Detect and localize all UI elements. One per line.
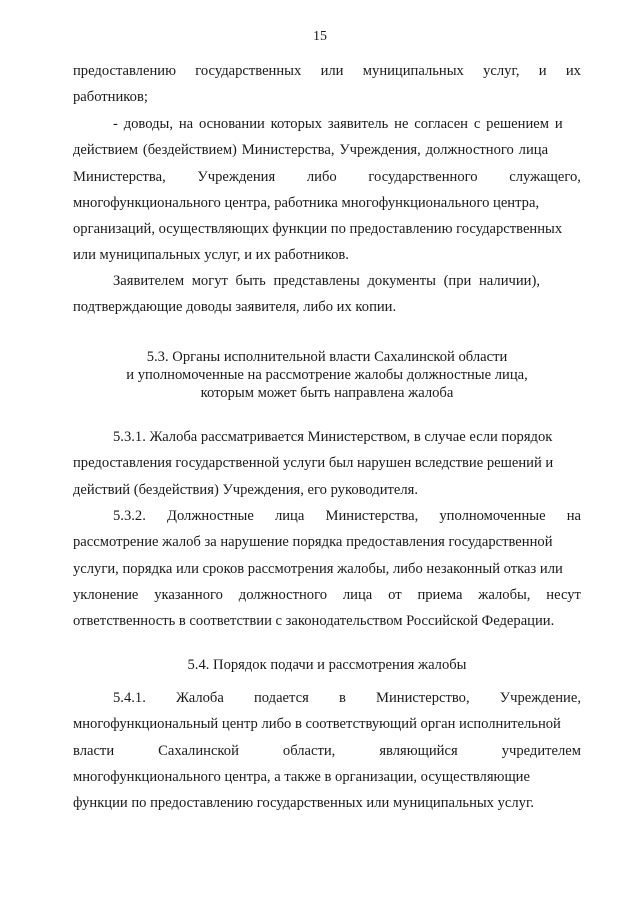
word: лица <box>342 586 373 603</box>
documents-paragraph <box>73 268 581 321</box>
paragraph-5-4-1 <box>73 685 581 816</box>
heading-line: и уполномоченные на рассмотрение жалобы должностные лица, <box>126 367 528 383</box>
intro-paragraph <box>73 58 581 111</box>
word: области, <box>282 742 336 759</box>
intro-line-1 <box>73 58 581 84</box>
paragraph-5-3-2 <box>73 503 581 634</box>
word: 5.3.2. <box>113 508 146 524</box>
word: государственного <box>368 168 478 185</box>
p541-line-2: многофункциональный центр либо в соответствующий орган исполнительной <box>73 716 561 733</box>
section-5-4-heading <box>73 656 581 674</box>
bullet-line-2: действием (бездействием) Министерства, Учреждения, должностного лица <box>73 142 549 159</box>
word: являющийся <box>379 742 458 759</box>
bullet-paragraph <box>73 111 581 269</box>
intro-line-2: работников; <box>73 89 148 106</box>
word: уклонение <box>73 586 139 603</box>
word: либо <box>306 168 337 185</box>
word: на <box>566 508 581 524</box>
p531-line-3: действий (бездействия) Учреждения, его руководителя. <box>73 481 419 498</box>
p531-line-1: 5.3.1. Жалоба рассматривается Министерством, в случае если порядок <box>113 429 553 445</box>
p531-line-2: предоставления государственной услуги был нарушен вследствие решений и <box>73 455 554 472</box>
p532-line-1 <box>73 503 581 529</box>
heading-line: 5.4. Порядок подачи и рассмотрения жалобы <box>187 657 467 673</box>
word: подается <box>253 690 309 706</box>
word: в <box>338 690 346 706</box>
word: Министерства, <box>325 508 419 524</box>
p541-line-3 <box>73 738 581 764</box>
word: служащего, <box>509 168 581 185</box>
word: должностного <box>238 586 328 603</box>
word: лица <box>274 508 305 524</box>
heading-line: 5.3. Органы исполнительной власти Сахалинской области <box>146 349 508 365</box>
word: несут <box>546 586 581 603</box>
bullet-line-5: организаций, осуществляющих функции по предоставлению государственных <box>73 221 563 238</box>
docs-line-1: Заявителем могут быть представлены документы (при наличии), <box>113 273 540 289</box>
line-text: - доводы, на основании которых заявитель не согласен с решением и <box>113 116 563 132</box>
word: Министерство, <box>376 690 470 706</box>
p532-line-2: рассмотрение жалоб за нарушение порядка предоставления государственной <box>73 534 553 551</box>
word: Жалоба <box>176 690 224 706</box>
word: государственных <box>195 63 302 79</box>
word: муниципальных <box>362 63 464 79</box>
p541-line-4: многофункционального центра, а также в организации, осуществляющие <box>73 768 530 785</box>
bullet-line-3 <box>73 164 581 190</box>
p532-line-5: ответственность в соответствии с законодательством Российской Федерации. <box>73 613 555 630</box>
p541-line-5: функции по предоставлению государственных или муниципальных услуг. <box>73 795 534 812</box>
page-number: 15 <box>313 29 327 44</box>
word: Учреждения <box>197 168 276 185</box>
word: предоставлению <box>73 63 176 79</box>
bullet-line-1 <box>73 111 581 137</box>
bullet-line-4: многофункционального центра, работника многофункционального центра, <box>73 194 540 211</box>
p532-line-3: услуги, порядка или сроков рассмотрения жалобы, либо незаконный отказ или <box>73 560 563 577</box>
word: услуг, <box>483 63 520 79</box>
word: 5.4.1. <box>113 690 146 706</box>
word: Учреждение, <box>499 690 581 706</box>
docs-line-2: подтверждающие доводы заявителя, либо их копии. <box>73 299 397 316</box>
word: приема <box>417 586 463 603</box>
word: жалобы, <box>478 586 531 603</box>
word: власти <box>73 742 115 759</box>
word: и <box>538 63 547 79</box>
heading-line: которым может быть направлена жалоба <box>200 385 454 401</box>
word: уполномоченные <box>439 508 546 524</box>
word: или <box>320 63 344 79</box>
word: их <box>565 63 581 79</box>
word: Должностные <box>166 508 254 524</box>
p541-line-1 <box>73 685 581 711</box>
word: указанного <box>154 586 223 603</box>
bullet-line-6: или муниципальных услуг, и их работников. <box>73 247 349 264</box>
word: Министерства, <box>73 168 166 185</box>
word: Сахалинской <box>158 742 239 759</box>
word: от <box>388 586 402 603</box>
section-5-3-heading <box>73 348 581 402</box>
paragraph-5-3-1 <box>73 424 581 503</box>
word: учредителем <box>501 742 581 759</box>
p532-line-4 <box>73 582 581 608</box>
